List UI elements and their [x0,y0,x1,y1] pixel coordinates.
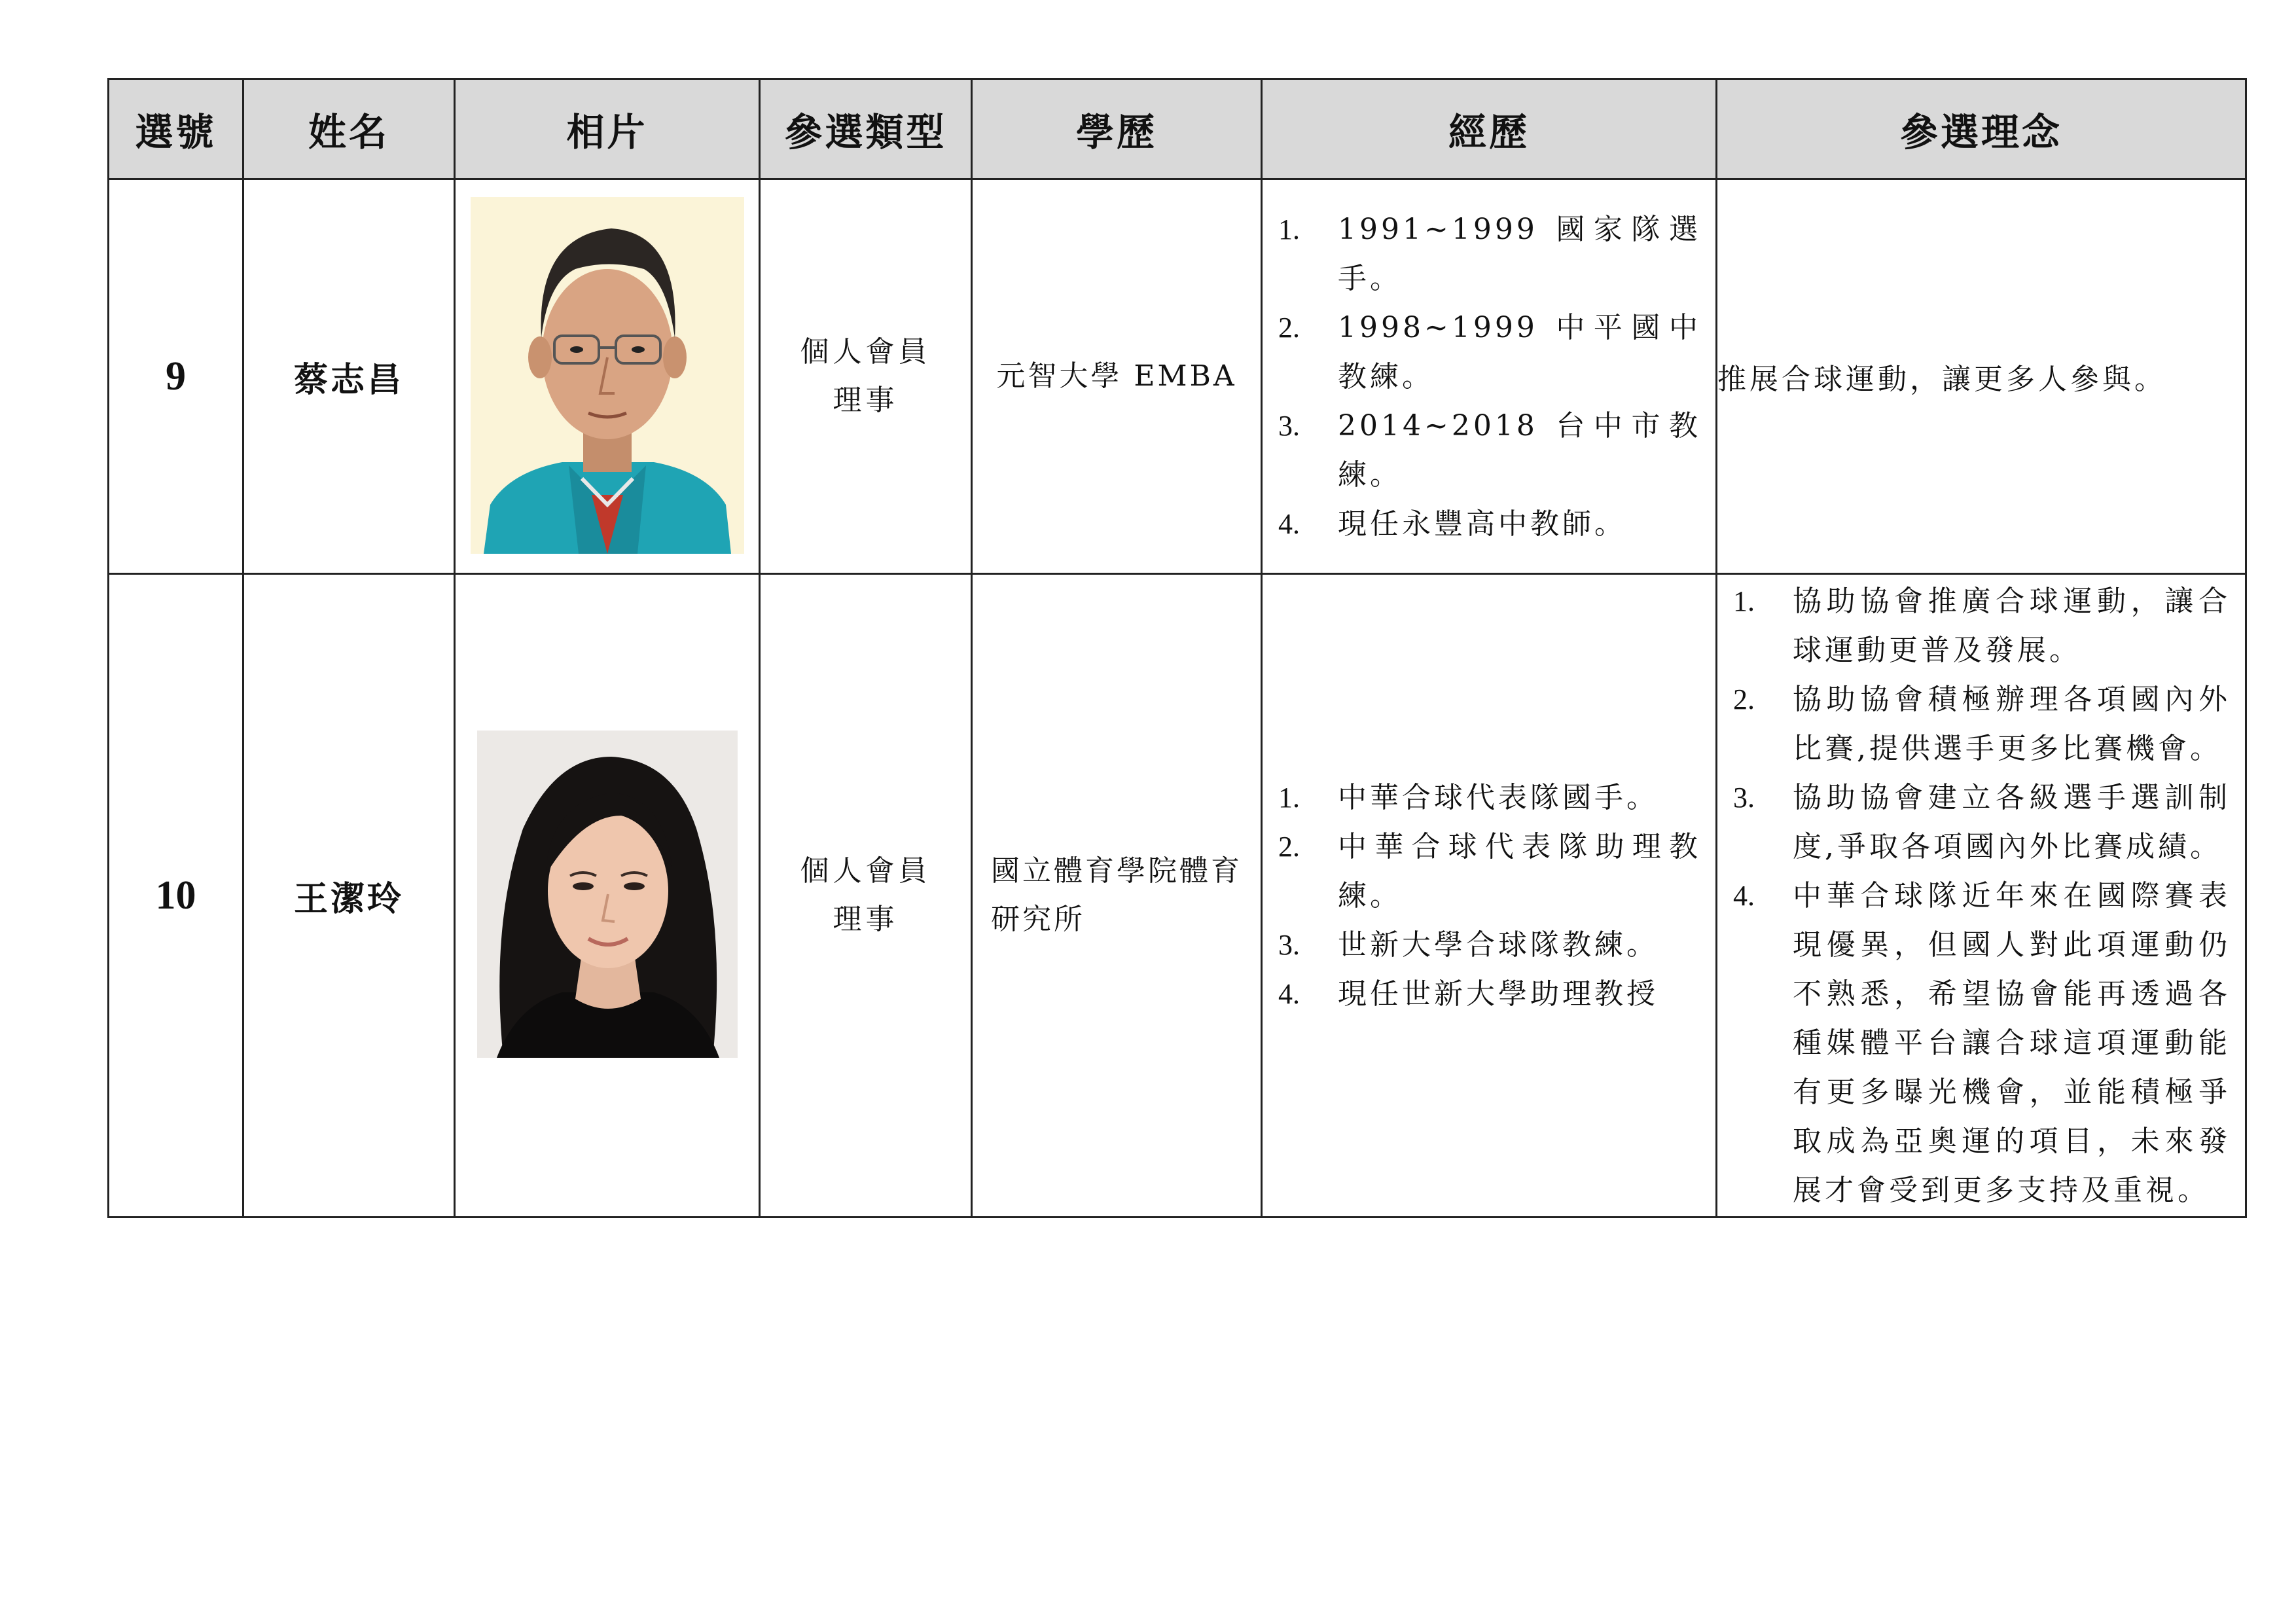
experience-cell [1262,574,1717,1218]
list-item: 3. 2014~2018 台中市教練。 [1278,408,1701,492]
candidate-photo [471,197,744,554]
candidacy-type-line: 理事 [833,903,899,936]
list-item: 4. 現任世新大學助理教授 [1278,977,1659,1011]
header-experience: 經歷 [1262,79,1717,179]
header-row [109,79,2246,179]
candidate-number: 9 [109,179,243,574]
experience-cell [1262,179,1717,574]
candidate-table [107,78,2247,1218]
list-item: 1. 1991~1999 國家隊選手。 [1278,212,1701,295]
candidacy-type-cell [760,179,972,574]
list-item: 2. 中華合球代表隊助理教練。 [1278,829,1701,912]
list-item: 3. 世新大學合球隊教練。 [1278,928,1659,962]
table-row [109,574,2246,1218]
list-item: 4. 中華合球隊近年來在國際賽表現優異，但國人對此項運動仍不熟悉，希望協會能再透過各種媒體平台讓合球這項運動能有更多曝光機會，並能積極爭取成為亞奧運的項目，未來發展才會受到更多支持及重視。 [1733,878,2231,1207]
candidate-photo [477,731,738,1058]
header-education: 學歷 [972,79,1262,179]
candidate-photo-cell [455,179,760,574]
candidate-number: 10 [109,574,243,1218]
vision-cell [1717,574,2246,1218]
list-item: 3. 協助協會建立各級選手選訓制度,爭取各項國內外比賽成績。 [1733,780,2231,863]
header-number: 選號 [109,79,243,179]
candidacy-type-cell [760,574,972,1218]
candidate-name: 蔡志昌 [243,179,455,574]
candidate-photo-cell [455,574,760,1218]
list-item: 2. 1998~1999 中平國中教練。 [1278,310,1701,393]
vision-cell: 推展合球運動，讓更多人參與。 [1717,179,2246,574]
candidate-name: 王潔玲 [243,574,455,1218]
candidacy-type-line: 個人會員 [800,854,931,888]
table-row [109,179,2246,574]
experience-list [1263,205,1715,549]
vision-list [1717,577,2245,1215]
education-cell: 國立體育學院體育研究所 [972,574,1262,1218]
header-vision: 參選理念 [1717,79,2246,179]
candidacy-type-line: 理事 [833,384,899,417]
header-candidacy-type: 參選類型 [760,79,972,179]
experience-list [1263,773,1715,1019]
education-cell: 元智大學 EMBA [972,179,1262,574]
list-item: 1. 中華合球代表隊國手。 [1278,780,1659,814]
candidacy-type-line: 個人會員 [800,335,931,369]
list-item: 2. 協助協會積極辦理各項國內外比賽,提供選手更多比賽機會。 [1733,682,2231,765]
list-item: 1. 協助協會推廣合球運動，讓合球運動更普及發展。 [1733,584,2231,667]
header-name: 姓名 [243,79,455,179]
header-photo: 相片 [455,79,760,179]
list-item: 4. 現任永豐高中教師。 [1278,507,1626,541]
